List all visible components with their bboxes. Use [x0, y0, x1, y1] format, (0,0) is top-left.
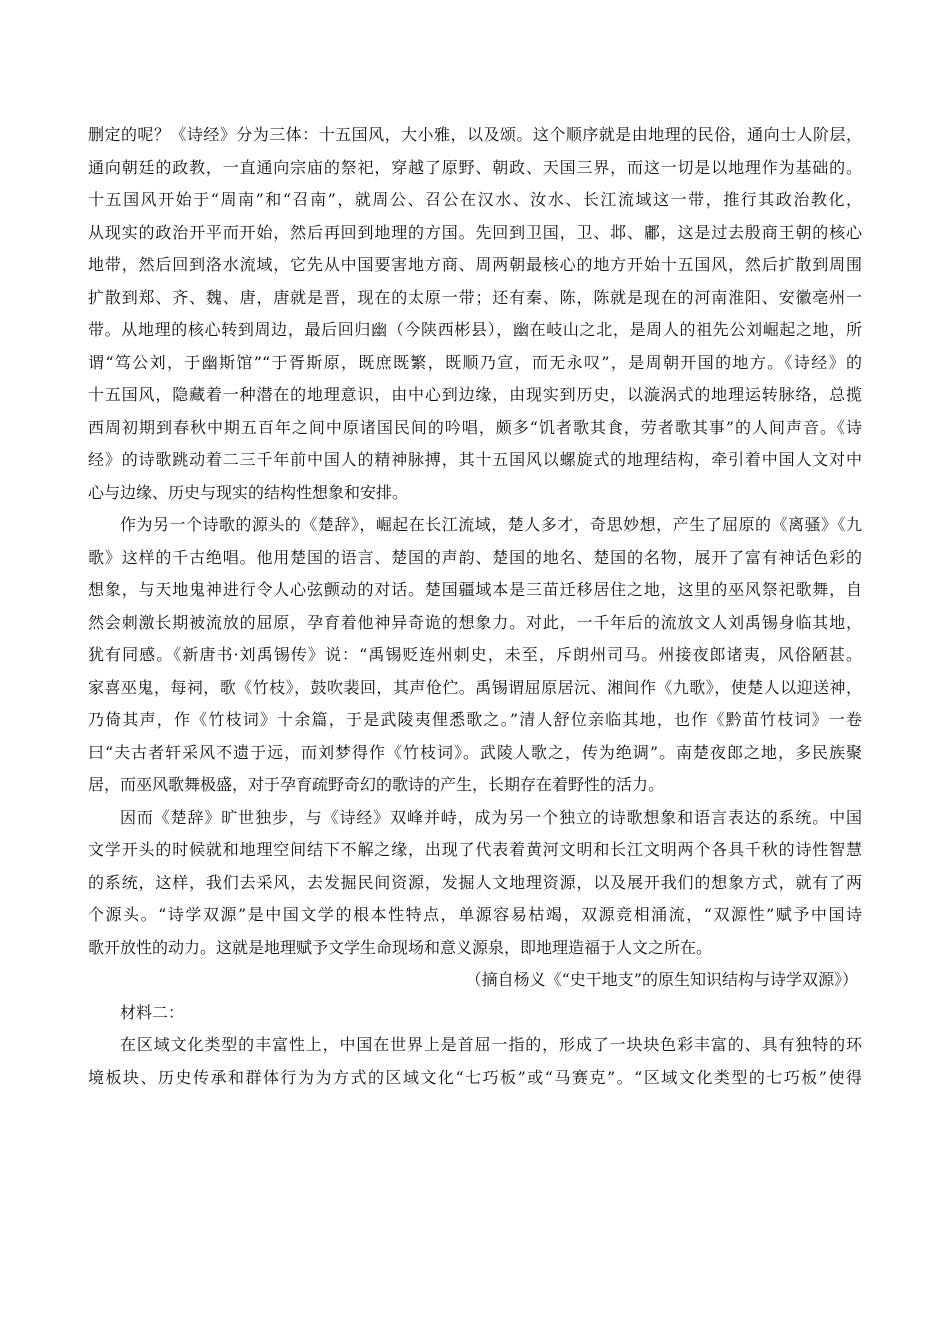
text-line: 然会刺激长期被流放的屈原，孕育着他神异奇诡的想象力。对此，一千年后的流放文人刘禹锡身临其地，	[88, 612, 862, 632]
paragraph-dual-source	[88, 802, 862, 965]
text-line: 歌开放性的动力。这就是地理赋予文学生命现场和意义源泉，即地理造福于人文之所在。	[88, 937, 713, 957]
text-line: 十五国风，隐藏着一种潜在的地理意识，由中心到边缘，由现实到历史，以漩涡式的地理运转脉络，总揽	[88, 385, 862, 404]
text-line: 心与边缘、历史与现实的结构性想象和安排。	[88, 482, 409, 502]
text-line: 家喜巫鬼，每祠，歌《竹枝》，鼓吹裴回，其声伧伫。禹锡谓屈原居沅、湘间作《九歌》，使楚人以迎送神，	[88, 677, 862, 697]
paragraph-regional-culture	[88, 1029, 862, 1094]
text-line: 经》的诗歌跳动着二三千年前中国人的精神脉搏，其十五国风以螺旋式的地理结构，牵引着中国人文对中	[88, 450, 862, 469]
text-line: 曰“夫古者轩采风不遗于远，而刘梦得作《竹枝词》。武陵人歌之，传为绝调”。南楚夜郎之地，多民族聚	[88, 742, 862, 762]
text-line: 在区域文化类型的丰富性上，中国在世界上是首屈一指的，形成了一块块色彩丰富的、具有独特的环	[120, 1035, 862, 1054]
text-line: 歌》这样的千古绝唱。他用楚国的语言、楚国的声韵、楚国的地名、楚国的名物，展开了富有神话色彩的	[88, 547, 862, 567]
source-citation: （摘自杨义《“史干地支”的原生知识结构与诗学双源》）	[465, 970, 858, 989]
text-line: 带。从地理的核心转到周边，最后回归幽（今陕西彬县），幽在岐山之北，是周人的祖先公刘崛起之地，所	[88, 320, 862, 339]
text-line: 的系统，这样，我们去采风，去发掘民间资源，发掘人文地理资源，以及展开我们的想象方式，就有了两	[88, 872, 862, 892]
text-line: 西周初期到春秋中期五百年之间中原诸国民间的吟唱，颇多“饥者歌其食，劳者歌其事”的人间声音。《诗	[88, 417, 862, 437]
text-line: 文学开头的时候就和地理空间结下不解之缘，出现了代表着黄河文明和长江文明两个各具千秋的诗性智慧	[88, 840, 862, 859]
paragraph-shijing-geography	[88, 119, 862, 509]
text-line: 居，而巫风歌舞极盛，对于孕育疏野奇幻的歌诗的产生，长期存在着野性的活力。	[88, 775, 665, 794]
text-line: 境板块、历史传承和群体行为为方式的区域文化“七巧板”或“马赛克”。“区域文化类型的七巧板”使得	[88, 1067, 862, 1087]
text-line: 从现实的政治开平而开始，然后再回到地理的方国。先回到卫国，卫、邶、鄘，这是过去殷商王朝的核心	[88, 222, 862, 242]
text-line: 扩散到郑、齐、魏、唐，唐就是晋，现在的太原一带；还有秦、陈，陈就是现在的河南淮阳、安徽亳州一	[88, 287, 862, 307]
text-line: 因而《楚辞》旷世独步，与《诗经》双峰并峙，成为另一个独立的诗歌想象和语言表达的系统。中国	[120, 807, 862, 827]
paragraph-chuci	[88, 509, 862, 802]
document-page	[88, 119, 862, 1094]
material-two-label: 材料二：	[120, 1002, 185, 1022]
text-line: 地带，然后回到洛水流域，它先从中国要害地方商、周两朝最核心的地方开始十五国风，然后扩散到周围	[88, 255, 862, 274]
text-line: 作为另一个诗歌的源头的《楚辞》，崛起在长江流域，楚人多才，奇思妙想，产生了屈原的《离骚》《九	[120, 515, 862, 534]
text-line: 删定的呢？《诗经》分为三体：十五国风，大小雅，以及颂。这个顺序就是由地理的民俗，通向士人阶层，	[88, 125, 862, 144]
text-line: 犹有同感。《新唐书·刘禹锡传》说：“禹锡贬连州刺史，未至，斥朗州司马。州接夜郎诸夷，风俗陋甚。	[88, 645, 862, 664]
text-line: 个源头。“诗学双源”是中国文学的根本性特点，单源容易枯竭，双源竞相涌流，“双源性”赋予中国诗	[88, 905, 862, 924]
text-line: 乃倚其声，作《竹枝词》十余篇，于是武陵夷俚悉歌之。”清人舒位亲临其地，也作《黔苗竹枝词》一卷	[88, 710, 862, 729]
text-line: 十五国风开始于“周南”和“召南”，就周公、召公在汉水、汝水、长江流域这一带，推行其政治教化，	[88, 190, 862, 209]
text-line: 谓“笃公刘，于幽斯馆”“于胥斯原，既庶既繁，既顺乃宣，而无永叹”，是周朝开国的地方。《诗经》的	[88, 352, 862, 372]
text-line: 通向朝廷的政教，一直通向宗庙的祭祀，穿越了原野、朝政、天国三界，而这一切是以地理作为基础的。	[88, 157, 862, 177]
text-line: 想象，与天地鬼神进行令人心弦颤动的对话。楚国疆域本是三苗迁移居住之地，这里的巫风祭祀歌舞，自	[88, 580, 862, 599]
